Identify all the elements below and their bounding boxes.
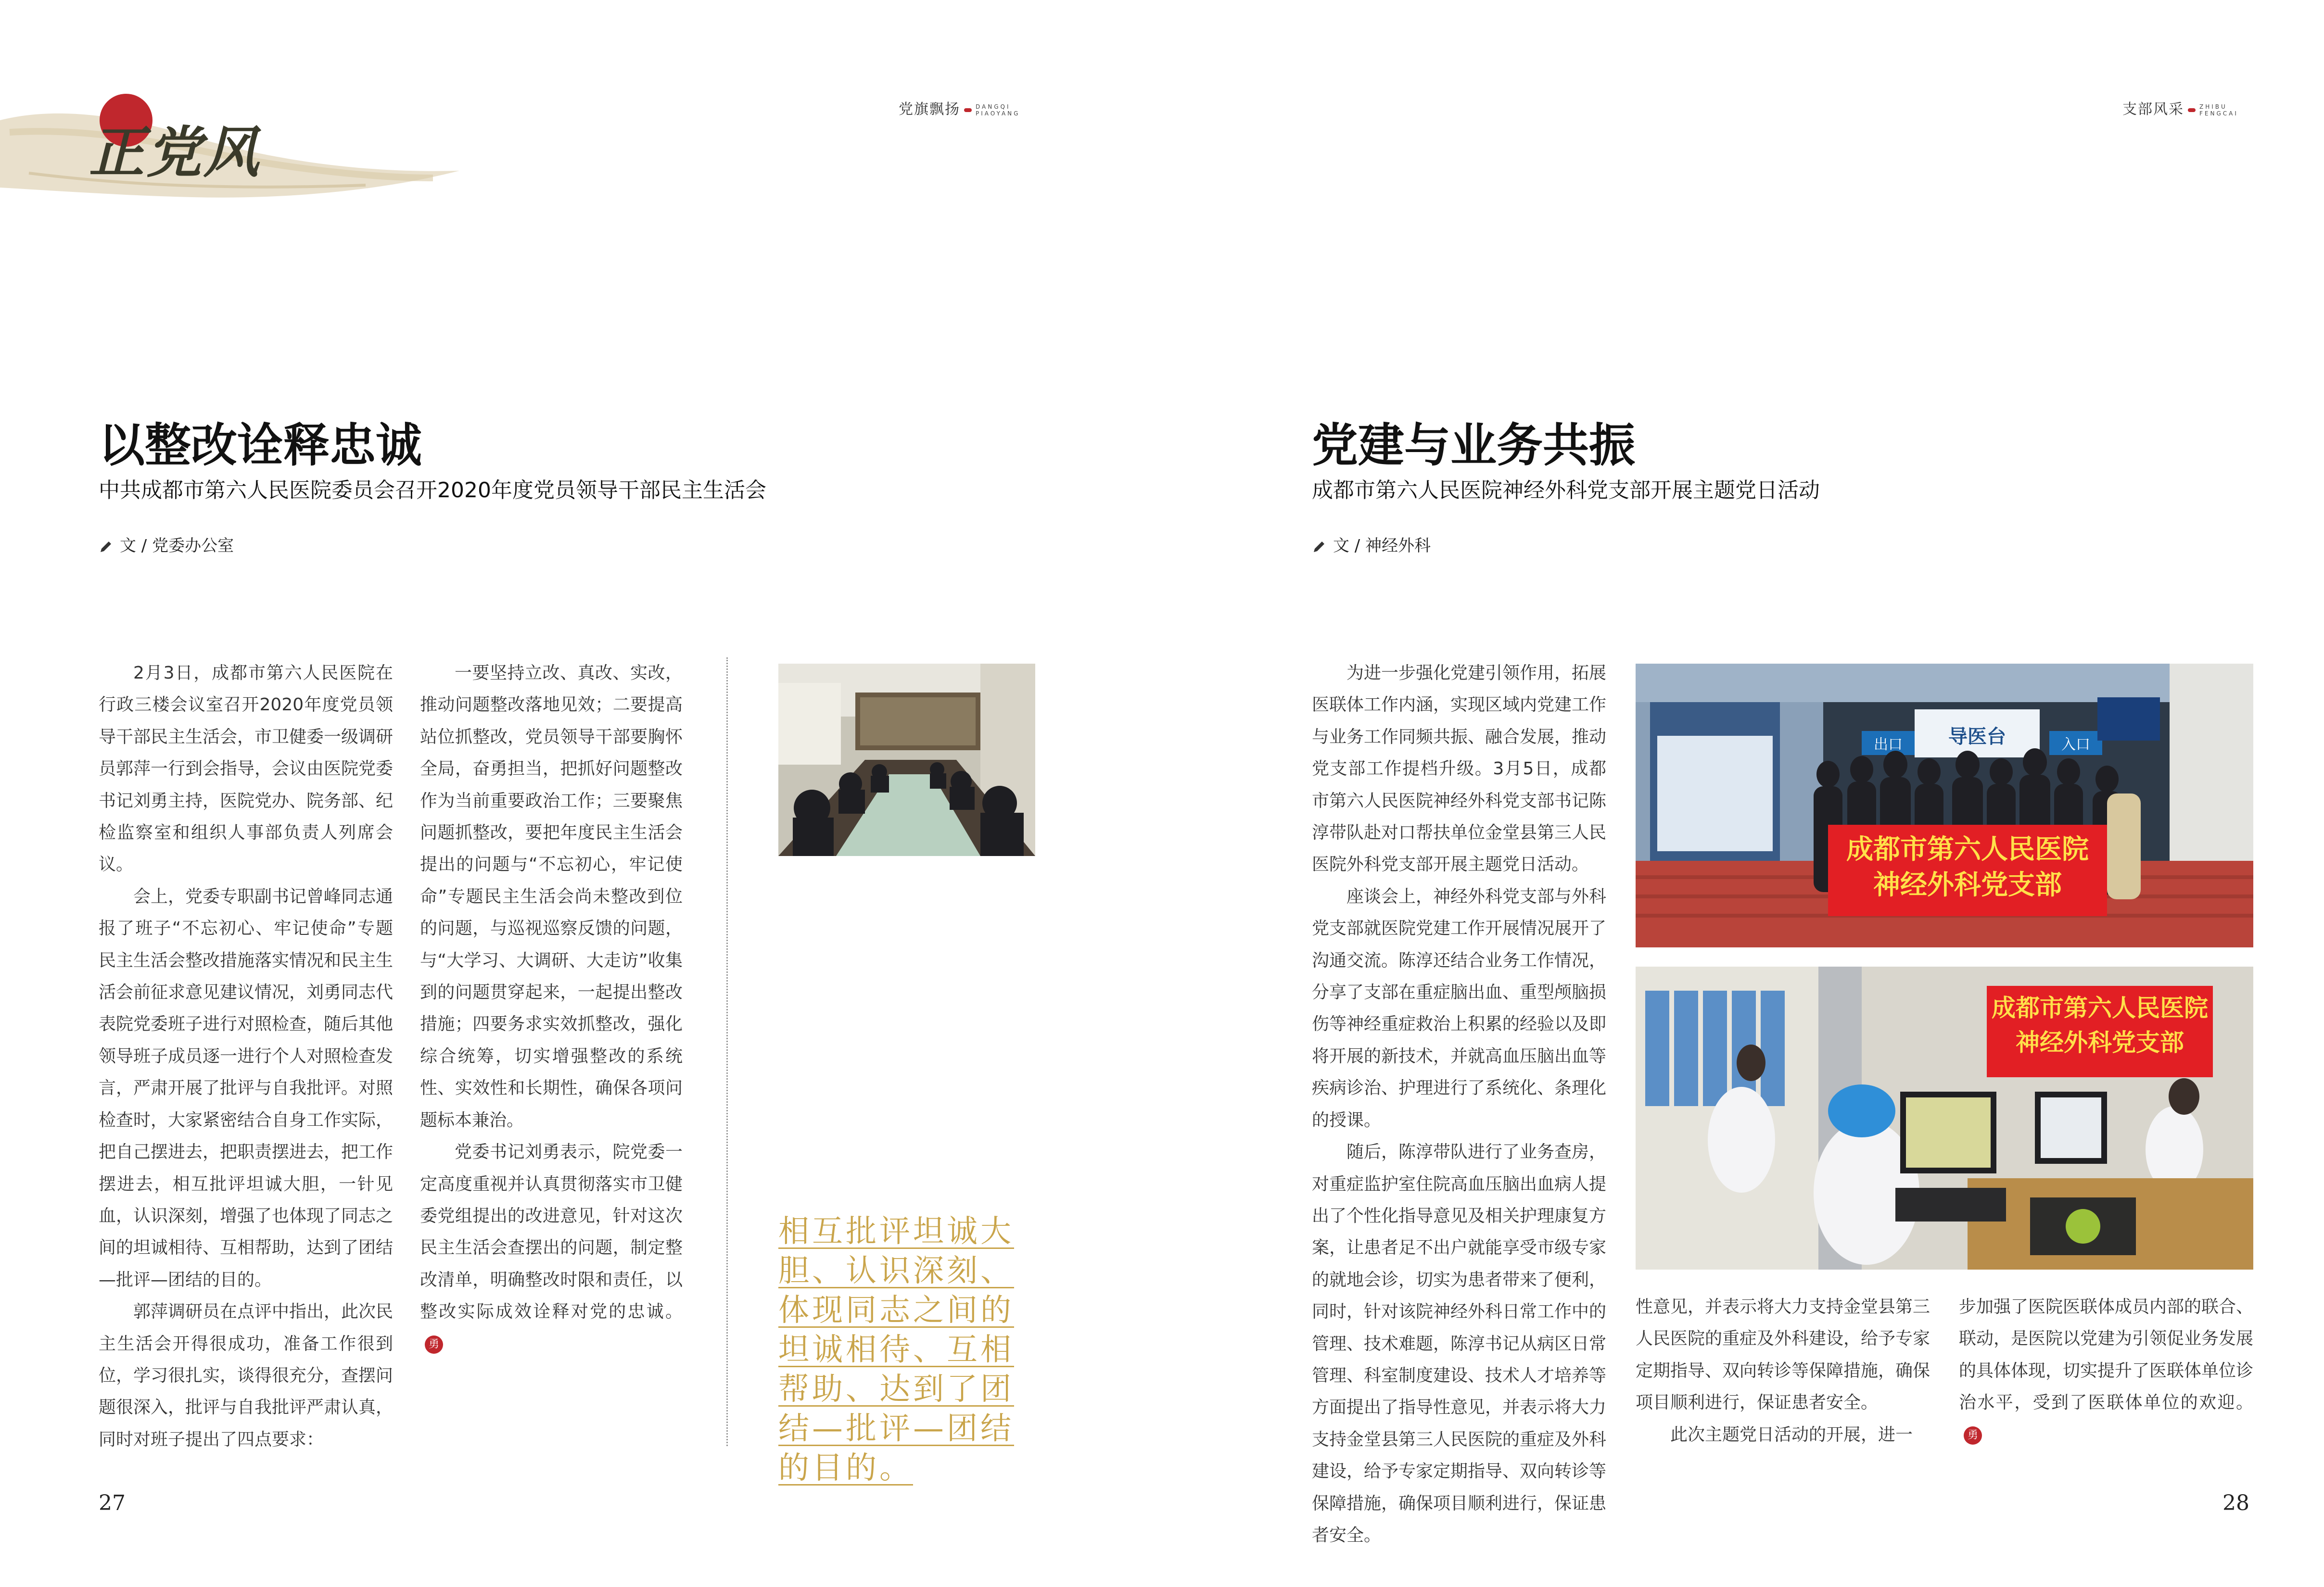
brush-logo [0, 87, 462, 212]
paragraph: 此次主题党日活动的开展，进一 [1670, 1424, 1913, 1445]
sign-entrance: 入口 [2061, 736, 2090, 753]
paragraph: 党委书记刘勇表示，院党委一定高度重视并认真贯彻落实市卫健委党组提出的改进意见，针对这次民主生活会查摆出的问题，制定整改清单，明确整改时限和责任，以整改实际成效诠释对党的忠诚。勇 [420, 1136, 683, 1360]
paragraph: 一要坚持立改、真改、实改，推动问题整改落地见效；二要提高站位抓整改，党员领导干部要胸怀全局，奋勇担当，把抓好问题整改作为当前重要政治工作；三要聚焦问题抓整改，要把年度民主生活会提出的问题与“不忘初心，牢记使命”专题民主生活会尚未整改到位的问题，与巡视巡察反馈的问题，与“大学习、大调研、大走访”收集到的问题贯穿起来，一起提出整改措施；四要务求实效抓整改，强化综合统筹，切实增强整改的系统性、实效性和长期性，确保各项问题标本兼治。 [420, 663, 683, 1130]
group-photo [1636, 664, 2253, 947]
running-head-en: ZHIBU FENGCAI [2199, 103, 2238, 117]
paragraph: 郭萍调研员在点评中指出，此次民主生活会开得很成功，准备工作很到位，学习很扎实，谈得很充分，查摆问题很深入，批评与自我批评严肃认真，同时对班子提出了四点要求： [99, 1302, 394, 1449]
paragraph: 会上，党委专职副书记曾峰同志通报了班子“不忘初心、牢记使命”专题民主生活会整改措施落实情况和民主生活会前征求意见建议情况，刘勇同志代表院党委班子进行对照检查，随后其他领导班子成员逐一进行个人对照检查发言，严肃开展了批评与自我批评。对照检查时，大家紧密结合自身工作实际，把自己摆进去，把职责摆进去，把工作摆进去，相互批评坦诚大胆，一针见血，认识深刻，增强了也体现了同志之间的坦诚相待、互相帮助，达到了团结—批评—团结的目的。 [99, 886, 394, 1290]
paragraph: 2月3日，成都市第六人民医院在行政三楼会议室召开2020年度党员领导干部民主生活会，市卫健委一级调研员郭萍一行到会指导，会议由医院党委书记刘勇主持，医院党办、院务部、纪检监察室和组织人事部负责人列席会议。 [99, 663, 394, 875]
right-column-1 [1312, 657, 1607, 1545]
left-column-1 [99, 657, 393, 1459]
sign-info-desk: 导医台 [1948, 726, 2006, 748]
pen-icon [99, 540, 113, 554]
page-number-left: 27 [99, 1491, 126, 1515]
right-column-2 [1636, 1291, 1930, 1459]
meeting-photo [778, 664, 1035, 856]
red-dot-icon [964, 108, 972, 112]
paragraph-continued: 性意见，并表示将大力支持金堂县第三人民医院的重症及外科建设，给予专家定期指导、双向转诊等保障措施，确保项目顺利进行，保证患者安全。 [1636, 1297, 1930, 1413]
photo1-banner: 成都市第六人民医院 神经外科党支部 [1846, 834, 2089, 901]
running-head-right [2122, 97, 2238, 118]
paragraph-continued: 步加强了医院医联体成员内部的联合、联动，是医院以党建为引领促业务发展的具体体现，切实提升了医联体单位诊治水平，受到了医联体单位的欢迎。勇 [1959, 1291, 2253, 1451]
pen-icon [1312, 540, 1326, 554]
running-head-label: 支部风采 [2122, 101, 2184, 118]
article-title-left: 以整改诠释忠诚 [99, 418, 422, 472]
red-dot-icon [2188, 108, 2196, 112]
logo-text: 正党风 [89, 120, 261, 185]
byline-left: 文 / 党委办公室 [99, 532, 234, 556]
article-title-right: 党建与业务共振 [1312, 418, 1635, 472]
paragraph: 随后，陈淳带队进行了业务查房，对重症监护室住院高血压脑出血病人提出了个性化指导意见及相关护理康复方案，让患者足不出户就能享受市级专家的就地会诊，切实为患者带来了便利，同时，针对该院神经外科日常工作中的管理、技术难题，陈淳书记从病区日常管理、科室制度建设、技术人才培养等方面提出了指导性意见，并表示将大力支持金堂县第三人民医院的重症及外科建设，给予专家定期指导、双向转诊等保障措施，确保项目顺利进行，保证患者安全。 [1312, 1142, 1607, 1545]
left-column-2 [420, 657, 683, 1459]
consultation-photo [1636, 967, 2253, 1270]
group-photo-image [1636, 664, 2253, 947]
running-head-left [899, 97, 1020, 118]
running-head-en: DANGQI PIAOYANG [976, 103, 1020, 117]
paragraph: 为进一步强化党建引领作用，拓展医联体工作内涵，实现区域内党建工作与业务工作同频共振、融合发展，推动党支部工作提档升级。3月5日，成都市第六人民医院神经外科党支部书记陈淳带队赴对口帮扶单位金堂县第三人民医院外科党支部开展主题党日活动。 [1312, 663, 1607, 875]
page-number-right: 28 [2222, 1491, 2249, 1515]
pull-quote: 相互批评坦诚大胆、认识深刻、体现同志之间的坦诚相待、互相帮助、达到了团结—批评—团结的目的。 [778, 1214, 1014, 1486]
article-subtitle-right: 成都市第六人民医院神经外科党支部开展主题党日活动 [1312, 478, 1820, 503]
article-subtitle-left: 中共成都市第六人民医院委员会召开2020年度党员领导干部民主生活会 [99, 478, 766, 503]
column-divider [726, 657, 728, 1446]
sign-exit: 出口 [1874, 736, 1903, 753]
end-mark-icon: 勇 [1964, 1426, 1982, 1445]
running-head-label: 党旗飘扬 [899, 101, 960, 118]
end-mark-icon: 勇 [425, 1335, 443, 1354]
meeting-room-image [778, 664, 1035, 856]
byline-right: 文 / 神经外科 [1312, 532, 1431, 556]
paragraph: 座谈会上，神经外科党支部与外科党支部就医院党建工作开展情况展开了沟通交流。陈淳还结合业务工作情况，分享了支部在重症脑出血、重型颅脑损伤等神经重症救治上积累的经验以及即将开展的新技术，并就高血压脑出血等疾病诊治、护理进行了系统化、条理化的授课。 [1312, 886, 1607, 1130]
photo2-banner: 成都市第六人民医院 神经外科党支部 [1992, 994, 2208, 1057]
right-column-3 [1959, 1291, 2253, 1459]
